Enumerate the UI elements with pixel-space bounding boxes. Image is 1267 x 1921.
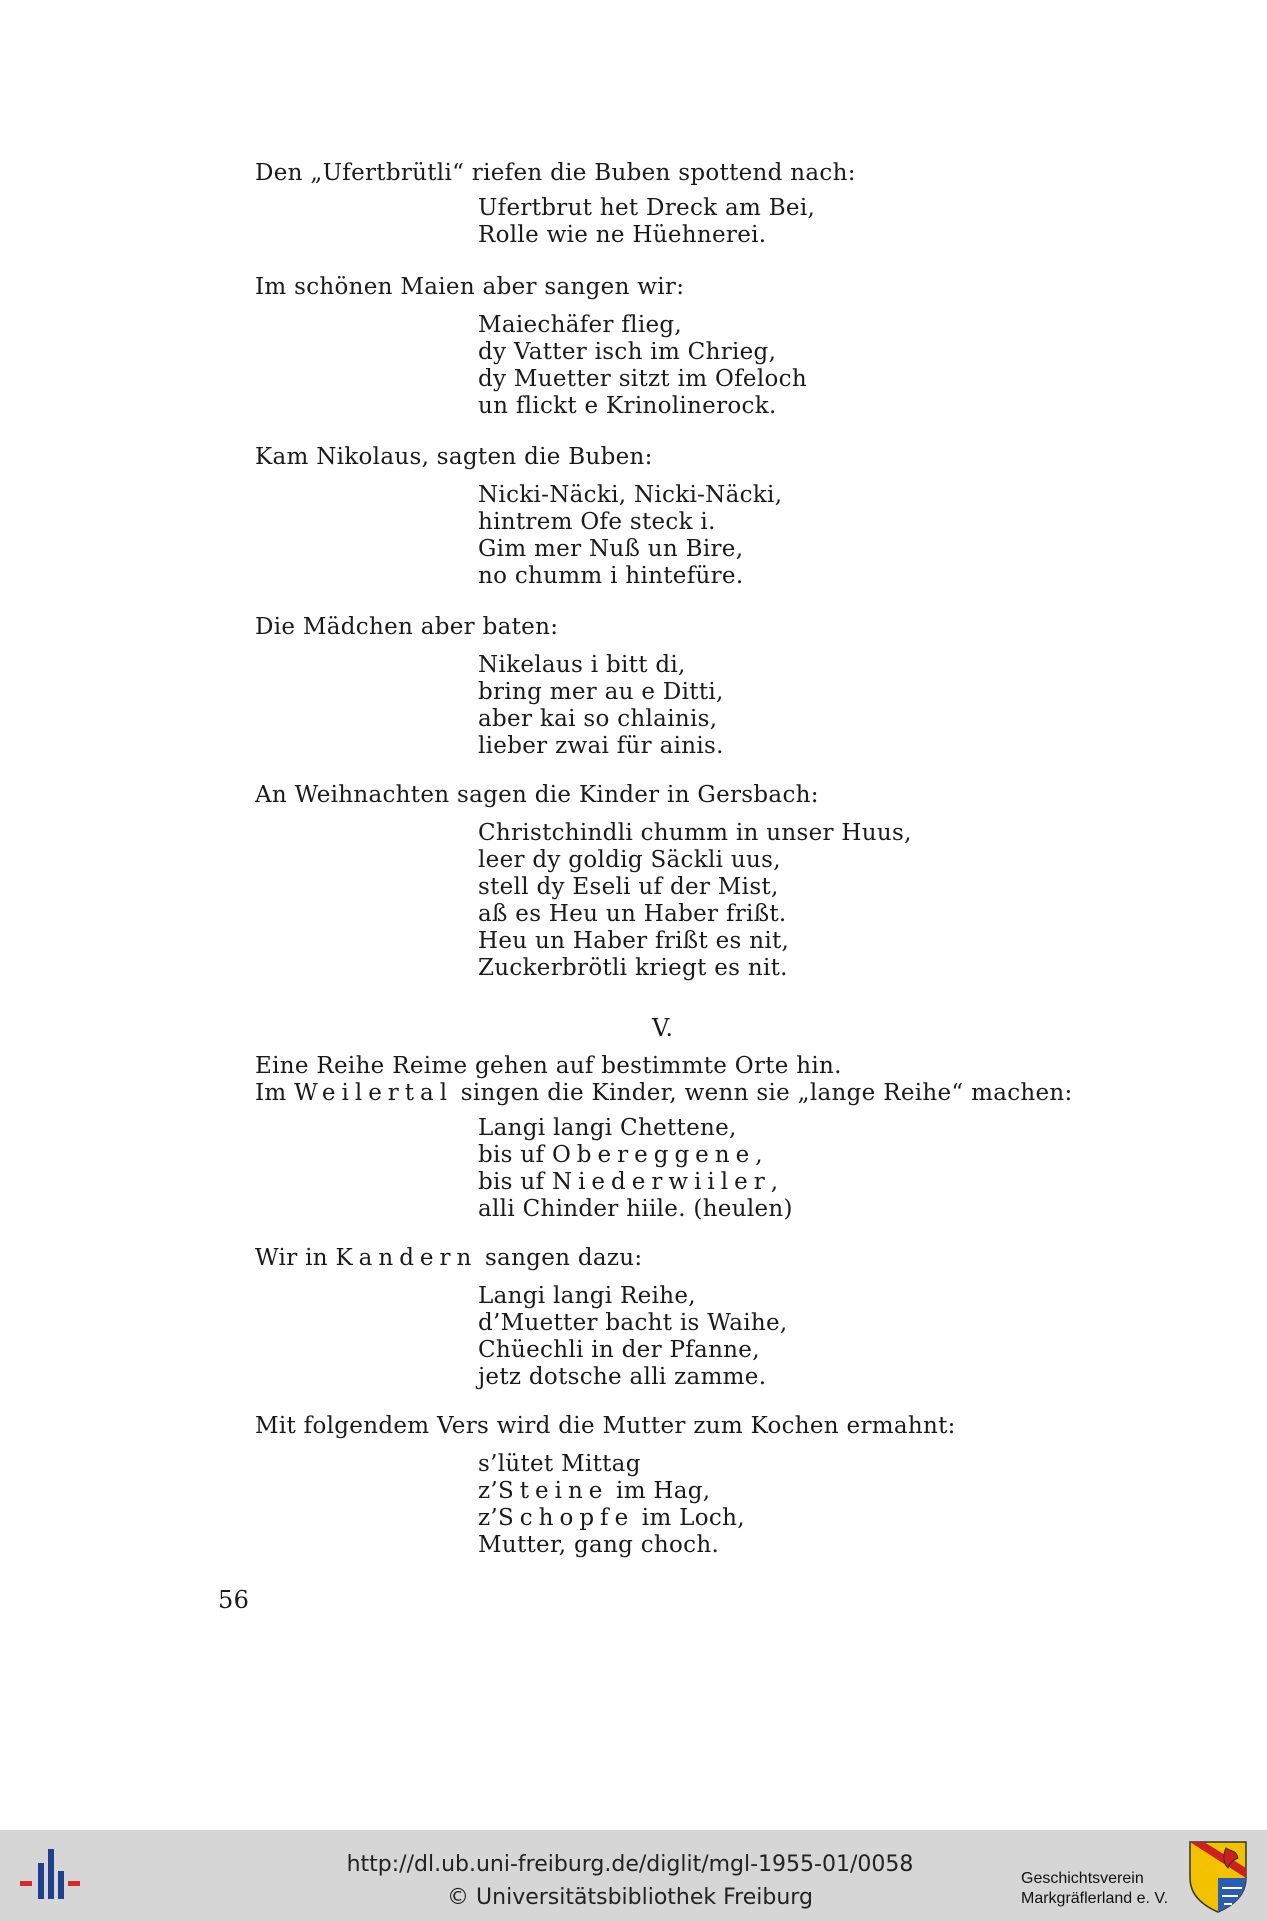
- text-span: im Hag,: [608, 1478, 711, 1504]
- text-span: im Loch,: [634, 1505, 745, 1531]
- text-span: bis uf: [478, 1169, 552, 1195]
- text-span: bis uf: [478, 1142, 552, 1168]
- org-name-line2: Markgräflerland e. V.: [1021, 1890, 1169, 1907]
- verse-line: [478, 1478, 710, 1504]
- text-span: z’: [478, 1478, 499, 1504]
- verse-line: Mutter, gang choch.: [478, 1532, 720, 1558]
- verse-line: Christchindli chumm in unser Huus,: [478, 820, 912, 846]
- verse-line: aß es Heu un Haber frißt.: [478, 901, 787, 927]
- verse-line: Rolle wie ne Hüehnerei.: [478, 222, 767, 248]
- verse-line: d’Muetter bacht is Waihe,: [478, 1310, 788, 1336]
- footer-copyright: © Universitätsbibliothek Freiburg: [447, 1885, 813, 1910]
- verse-line: dy Vatter isch im Chrieg,: [478, 339, 777, 365]
- text-span: ,: [770, 1169, 779, 1195]
- place-name-schopfe: Schopfe: [498, 1505, 635, 1531]
- verse-line: stell dy Eseli uf der Mist,: [478, 874, 779, 900]
- place-name-kandern: Kandern: [335, 1245, 478, 1271]
- verse-line: lieber zwai für ainis.: [478, 733, 724, 759]
- verse-line: leer dy goldig Säckli uus,: [478, 847, 781, 873]
- place-name-niederwiiler: Niederwiiler: [551, 1169, 771, 1195]
- verse-line: Nikelaus i bitt di,: [478, 652, 686, 678]
- verse-line: bring mer au e Ditti,: [478, 679, 724, 705]
- university-library-logo-icon: [16, 1843, 86, 1909]
- verse-line: un flickt e Krinolinerock.: [478, 393, 777, 419]
- verse-line: [478, 1505, 745, 1531]
- verse-line: Chüechli in der Pfanne,: [478, 1337, 760, 1363]
- place-name-steine: Steine: [498, 1478, 609, 1504]
- intro-weihnachten: An Weihnachten sagen die Kinder in Gersbach:: [255, 782, 819, 808]
- verse-line: [478, 1169, 778, 1195]
- verse-line: Heu un Haber frißt es nit,: [478, 928, 790, 954]
- verse-line: jetz dotsche alli zamme.: [478, 1364, 767, 1390]
- intro-maien: Im schönen Maien aber sangen wir:: [255, 274, 685, 300]
- verse-line: Langi langi Reihe,: [478, 1283, 696, 1309]
- verse-line: s’lütet Mittag: [478, 1451, 641, 1477]
- verse-line: alli Chinder hiile. (heulen): [478, 1196, 793, 1222]
- verse-line: no chumm i hintefüre.: [478, 563, 744, 589]
- text-span: singen die Kinder, wenn sie „lange Reihe“ machen:: [453, 1080, 1073, 1106]
- paragraph-orte: Eine Reihe Reime gehen auf bestimmte Orte hin.: [255, 1053, 842, 1079]
- intro-maedchen: Die Mädchen aber baten:: [255, 614, 559, 640]
- verse-line: dy Muetter sitzt im Ofeloch: [478, 366, 807, 392]
- org-name-line1: Geschichtsverein: [1021, 1870, 1144, 1887]
- verse-line: Gim mer Nuß un Bire,: [478, 536, 744, 562]
- text-span: Im: [255, 1080, 295, 1106]
- section-heading: V.: [652, 1014, 674, 1042]
- verse-line: aber kai so chlainis,: [478, 706, 718, 732]
- verse-line: Ufertbrut het Dreck am Bei,: [478, 195, 816, 221]
- text-span: sangen dazu:: [477, 1245, 643, 1271]
- verse-line: hintrem Ofe steck i.: [478, 509, 716, 535]
- footer-bar: [0, 1830, 1267, 1921]
- place-name-weilertal: Weilertal: [294, 1080, 454, 1106]
- coat-of-arms-icon: [1186, 1838, 1250, 1914]
- intro-mutter: Mit folgendem Vers wird die Mutter zum Kochen ermahnt:: [255, 1413, 956, 1439]
- intro-ufertbruetli: Den „Ufertbrütli“ riefen die Buben spottend nach:: [255, 160, 856, 186]
- intro-nikolaus: Kam Nikolaus, sagten die Buben:: [255, 444, 653, 470]
- verse-line: Maiechäfer flieg,: [478, 312, 683, 338]
- footer-url-link[interactable]: http://dl.ub.uni-freiburg.de/diglit/mgl-1955-01/0058: [346, 1852, 914, 1877]
- text-span: z’: [478, 1505, 499, 1531]
- paragraph-weilertal: [255, 1080, 1073, 1106]
- verse-line: Langi langi Chettene,: [478, 1115, 737, 1141]
- text-span: Wir in: [255, 1245, 336, 1271]
- verse-line: Zuckerbrötli kriegt es nit.: [478, 955, 788, 981]
- page-number: 56: [218, 1586, 250, 1614]
- intro-kandern: [255, 1245, 642, 1271]
- verse-line: Nicki-Näcki, Nicki-Näcki,: [478, 482, 783, 508]
- verse-line: [478, 1142, 763, 1168]
- place-name-obereggene: Obereggene: [551, 1142, 756, 1168]
- text-span: ,: [755, 1142, 763, 1168]
